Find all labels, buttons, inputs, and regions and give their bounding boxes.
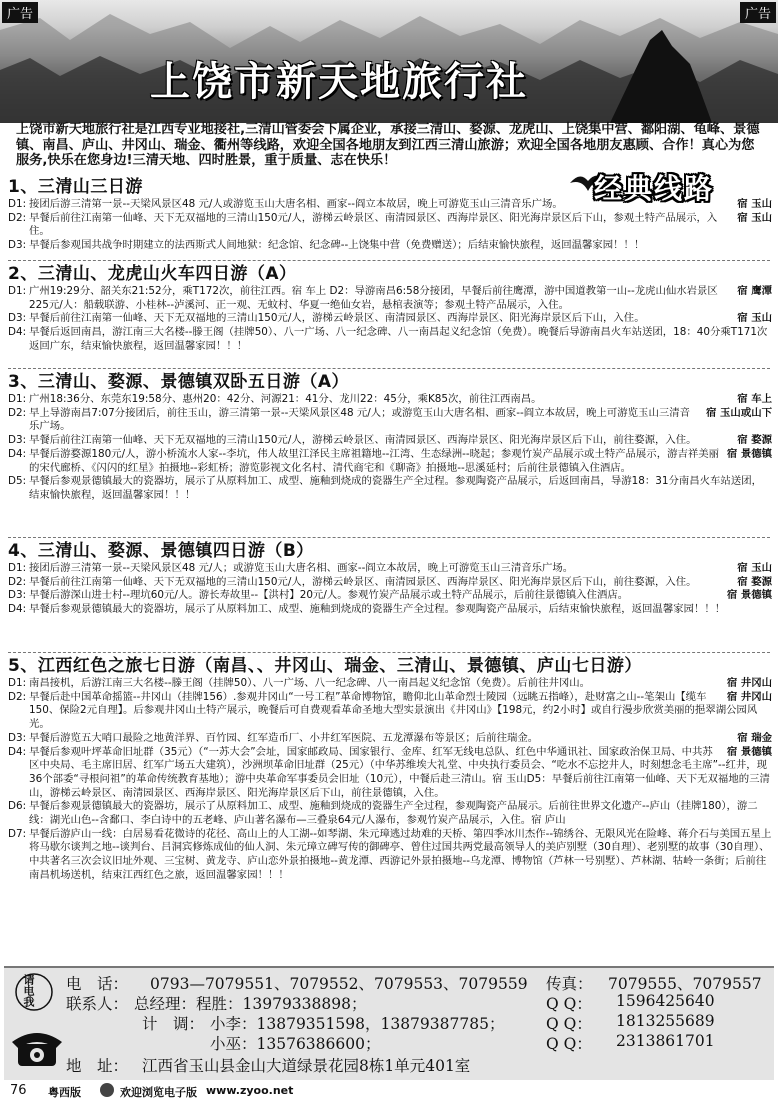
day-label: D1: [8, 562, 27, 574]
qq-label: Q Q： [546, 995, 592, 1013]
day-label: D3: [8, 434, 27, 447]
itinerary-day [8, 677, 772, 691]
itinerary-day [8, 589, 772, 603]
overnight-stay: 宿 景德镇 [726, 447, 772, 460]
overnight-stay: 宿 婺源 [737, 434, 772, 447]
day-description: 广州18:36分、东莞东19:58分、惠州20：42分、河源21：41分、龙川22：45分，乘K85次，前往江西南昌。 [29, 393, 542, 405]
day-description: 早餐后游深山进士村--理坑60元/人。游长寿故里--【洪村】20元/人。参观竹炭产品展示或土特产品展示，后前往景德镇入住酒店。 [29, 589, 629, 602]
overnight-stay: 宿 玉山 [737, 198, 772, 210]
day-label: D4: [8, 326, 27, 339]
itinerary-day [8, 576, 772, 590]
globe-icon [100, 1083, 114, 1097]
section-divider [8, 652, 770, 653]
overnight-stay: 宿 鹰潭 [737, 285, 772, 297]
route-section [8, 176, 772, 253]
itinerary-day [8, 198, 772, 212]
day-description: 早餐后前往江南第一仙峰、天下无双福地的三清山150元/人，游梯云岭景区、南清园景区、西海岸景区、阳光海岸景区后下山，入住。 [29, 312, 645, 325]
tel-label: 电 话： [66, 975, 129, 993]
itinerary-day [8, 603, 772, 617]
edition-label: 粤西版 [48, 1086, 81, 1099]
day-description: 早上导游南昌7:07分接团后，前往玉山，游三清第一景--天梁风景区48 元/人；或游览玉山大唐名相、画家--阎立本故居，晚上可游览玉山三清音乐广场。 [29, 406, 691, 433]
itinerary-day [8, 448, 772, 475]
overnight-stay: 宿 玉山 [737, 312, 772, 325]
day-label: D2: [8, 690, 27, 703]
contact-person-label: 联系人： [66, 995, 129, 1013]
itinerary-day [8, 212, 772, 239]
day-description: 早餐后参观景德镇最大的瓷器坊，展示了从原料加工、成型、施釉到烧成的瓷器生产全过程。参观陶瓷产品展示，后结束愉快旅程，返回温馨家园！！！ [29, 603, 726, 616]
route-title: 4、三清山、婺源、景德镇四日游（B） [8, 541, 314, 561]
day-description: 接团后游三清第一景--天梁风景区48 元/人；或游览玉山大唐名相、画家--阎立本故居，晚上可游览玉山三清音乐广场。 [29, 562, 574, 574]
overnight-stay: 宿 景德镇 [726, 745, 772, 758]
day-label: D3: [8, 589, 27, 602]
ad-label-right: 广告 [740, 2, 776, 23]
route-title: 2、三清山、龙虎山火车四日游（A） [8, 264, 297, 284]
itinerary-day [8, 239, 772, 253]
planner-contact-2[interactable]: 小巫：13576386600； [210, 1035, 381, 1053]
itinerary-day [8, 800, 772, 827]
overnight-stay: 宿 景德镇 [726, 589, 772, 602]
day-description: 早餐后前往江南第一仙峰、天下无双福地的三清山150元/人，游梯云岭景区、南清园景区、西海岸景区、阳光海岸景区后下山，参观土特产品展示，入住。 [29, 211, 718, 238]
route-title: 1、三清山三日游 [8, 177, 143, 197]
day-label: D1: [8, 677, 27, 689]
day-description: 南昌接机，后游江南三大名楼--滕王阁（挂牌50）、八一广场、八一纪念碑、八一南昌起义纪念馆（免费）。后前往井冈山。 [29, 677, 591, 689]
overnight-stay: 宿 玉山 [737, 211, 772, 224]
fax-numbers[interactable]: 7079555、7079557 [608, 975, 762, 993]
qq-label-3: Q Q： [546, 1035, 592, 1053]
planner-label: 计 调： [142, 1015, 205, 1033]
day-description: 早餐后参观叶坪革命旧址群（35元）（“一苏大会”会址，国家邮政局、国家银行、金库、红军无线电总队、红色中华通讯社、国家政治保卫局、中共苏区中央局、毛主席旧居、红军广场五大建筑），沙洲坝革命旧址群（25元）（中华苏维埃大礼堂、中央执行委员会、“吃水不忘挖井人，时刻想念毛主席”--红井，现36个部委“寻根问祖”的革命传统教育基地）；游中央革命军事委员会旧址（10元），中餐后赴三清山。宿 玉山D5：早餐后前往江南第一仙峰、天下无双福地的三清山，游梯云岭景区、南清园景区、西海岸景区、阳光海岸景区后下山，前往景德镇，入住。 [29, 745, 770, 799]
page-footer [0, 1080, 778, 1100]
overnight-stay: 宿 井冈山 [726, 690, 772, 703]
itinerary-day [8, 732, 772, 746]
itinerary-day [8, 746, 772, 801]
telephone-icon [10, 1026, 64, 1068]
tel-numbers[interactable]: 0793—7079551、7079552、7079553、7079559 [150, 975, 528, 993]
day-description: 早餐后参观景德镇最大的瓷器坊，展示了从原料加工、成型、施釉到烧成的瓷器生产全过程。参观陶瓷产品展示，后返回南昌，导游18：31分南昌火车站送团，结束愉快旅程，返回温馨家园！！！ [29, 475, 762, 501]
ad-label-left: 广告 [2, 2, 38, 23]
page-number: 76 [10, 1083, 27, 1098]
planner-contact-1[interactable]: 小李：13879351598，13879387785； [210, 1015, 505, 1033]
route-section [8, 371, 772, 503]
agency-title: 上饶市新天地旅行社 [150, 58, 528, 105]
section-divider [8, 537, 770, 538]
itinerary-day [8, 312, 772, 326]
itinerary-day [8, 285, 772, 312]
day-label: D6: [8, 800, 27, 813]
qq-label-2: Q Q： [546, 1015, 592, 1033]
section-divider [8, 368, 770, 369]
address: 江西省玉山县金山大道绿景花园8栋1单元401室 [142, 1057, 471, 1075]
day-description: 接团后游三清第一景--天梁风景区48 元/人或游览玉山大唐名相、画家--阎立本故居，晚上可游览玉山三清音乐广场。 [29, 198, 563, 210]
day-label: D7: [8, 827, 27, 840]
day-description: 早餐后前往江南第一仙峰、天下无双福地的三清山150元/人，游梯云岭景区、南清园景区、西海岸景区、阳光海岸景区后下山，前往婺源，入住。 [29, 575, 697, 588]
itinerary-day [8, 393, 772, 407]
overnight-stay: 宿 瑞金 [737, 731, 772, 744]
overnight-stay: 宿 婺源 [737, 575, 772, 588]
intro-paragraph: 上饶市新天地旅行社是江西专业地接社,三清山管委会下属企业，承接三清山、婺源、龙虎山、上饶集中营、鄱阳湖、龟峰、景德镇、南昌、庐山、井冈山、瑞金、衢州等线路，欢迎全国各地朋友到江西三清山旅游；欢迎全国各地朋友惠顾、合作！真心为您服务,快乐在您身边!三清天地、四时胜景，重于质量、志在快乐！ [16, 122, 760, 168]
day-label: D3: [8, 239, 27, 252]
footer-url[interactable]: www.zyoo.net [206, 1084, 294, 1097]
day-label: D2: [8, 575, 27, 588]
overnight-stay: 宿 车上 [737, 393, 772, 405]
qq-number-1[interactable]: 1596425640 [616, 992, 715, 1010]
day-label: D2: [8, 211, 27, 224]
day-description: 早餐后返回南昌，游江南三大名楼--滕王阁（挂牌50）、八一广场、八一纪念碑、八一南昌起义纪念馆（免费）。晚餐后导游南昌火车站送团，18：40分乘T171次返回广东，结束愉快旅程，返回温馨家园！！！ [29, 326, 768, 352]
qq-number-3[interactable]: 2313861701 [616, 1032, 715, 1050]
itinerary-day [8, 407, 772, 434]
day-label: D3: [8, 731, 27, 744]
day-description: 早餐后前往江南第一仙峰、天下无双福地的三清山150元/人，游梯云岭景区、南清园景区、西海岸景区、阳光海岸景区后下山，前往婺源，入住。 [29, 434, 697, 447]
day-description: 早餐后参观景德镇最大的瓷器坊，展示了从原料加工、成型、施釉到烧成的瓷器生产全过程，参观陶瓷产品展示。后前往世界文化遗产--庐山（挂牌180），游二线：湖光山色--含鄱口、李白诗中的五老峰、庐山著名瀑布—三叠泉64元/人瀑布，参观竹炭产品展示，入住。宿 庐山 [29, 800, 758, 827]
day-label: D3: [8, 312, 27, 325]
overnight-stay: 宿 玉山或山下 [706, 406, 772, 419]
itinerary-day [8, 691, 772, 732]
contact-panel [4, 966, 774, 1080]
route-section [8, 263, 772, 354]
route-section [8, 655, 772, 883]
day-label: D1: [8, 393, 27, 405]
itinerary-day [8, 434, 772, 448]
route-title: 5、江西红色之旅七日游（南昌、、井冈山、瑞金、三清山、景德镇、庐山七日游） [8, 656, 642, 676]
itinerary-day [8, 326, 772, 353]
itinerary-day [8, 828, 772, 883]
day-description: 早餐后游览五大哨口最险之地黄洋界、百竹园、红军造币厂、小井红军医院、五龙潭瀑布等景区；后前往瑞金。 [29, 731, 539, 744]
day-label: D4: [8, 745, 27, 758]
day-label: D1: [8, 285, 27, 297]
day-label: D5: [8, 475, 27, 488]
itinerary-day [8, 562, 772, 576]
badge-text: 经典线路 [594, 172, 715, 205]
day-label: D2: [8, 406, 27, 419]
day-label: D4: [8, 447, 27, 460]
section-divider [8, 260, 770, 261]
manager-contact[interactable]: 总经理：程胜：13979338898； [134, 995, 367, 1013]
fax-label: 传真： [546, 975, 593, 993]
route-section [8, 540, 772, 617]
day-label: D1: [8, 198, 27, 210]
qq-number-2[interactable]: 1813255689 [616, 1012, 715, 1030]
day-description: 早餐后游庐山一线：白居易看花微诗的花径、高山上的人工湖--如琴湖、朱元璋逃过劫难的天桥、第四季冰川杰作--锦绣谷、无限风光在险峰、蒋介石与美国五星上将马歇尔谈判之地--谈判台、吕洞宾修炼成仙的仙人洞、朱元璋立碑写传的御碑亭、曾住过国共两党最高领导人的美庐别墅（30自理）、老别墅的故事（30自理）、中共著名三次会议旧址外观、三宝树、黄龙寺、庐山恋外景拍摄地--黄龙潭、西游记外景拍摄地--乌龙潭、博物馆（芦林一号别墅）、芦林湖、牯岭一条街；后前往南昌机场送机，结束江西红色之旅，返回温馨家园！！！ [29, 827, 772, 881]
day-description: 早餐后赴中国革命摇篮--井冈山（挂牌156）.参观井冈山“一号工程”革命博物馆，瞻仰北山革命烈士陵园（远眺五指峰），赴财富之山--笔架山【缆车150、保险2元自理】。后参观井冈山土特产展示，晚餐后可自费观看革命圣地大型实景演出《井冈山》【198元，约2小时】或自行漫步欣赏美丽的挹翠湖公园风光。 [29, 690, 758, 731]
day-label: D4: [8, 603, 27, 616]
day-description: 广州19:29分、韶关东21:52分，乘T172次，前往江西。宿 车上 D2：导游南昌6:58分接团，早餐后前往鹰潭，游中国道教第一山--龙虎山仙水岩景区225元/人：船载联游、小桂林--泸溪河、正一观、无蚊村、华夏一绝仙女岩，悬棺表演等；参观土特产品展示，入住。 [29, 285, 718, 311]
address-label: 地 址： [66, 1057, 129, 1075]
call-me-label: 请电我 [22, 974, 35, 1007]
footer-slogan: 欢迎浏览电子版 [120, 1086, 197, 1099]
overnight-stay: 宿 井冈山 [726, 677, 772, 689]
header-banner [0, 0, 778, 123]
overnight-stay: 宿 玉山 [737, 562, 772, 574]
route-title: 3、三清山、婺源、景德镇双卧五日游（A） [8, 372, 349, 392]
day-description: 早餐后参观国共战争时期建立的法西斯式人间地狱：纪念馆、纪念碑--上饶集中营（免费赠送）；后结束愉快旅程，返回温馨家园！！！ [29, 239, 645, 252]
day-description: 早餐后游婺源180元/人，游小桥流水人家--李坑，伟人故里江泽民主席祖籍地--江湾、生态绿洲--晓起；参观竹炭产品展示或土特产品展示，游吉祥美丽的宋代廊桥、《闪闪的红星》拍摄地--彩虹桥；游览影视文化名村、清代商宅和《聊斋》拍摄地--思溪延村；后前往景德镇入住酒店。 [29, 447, 720, 474]
itinerary-day [8, 475, 772, 502]
